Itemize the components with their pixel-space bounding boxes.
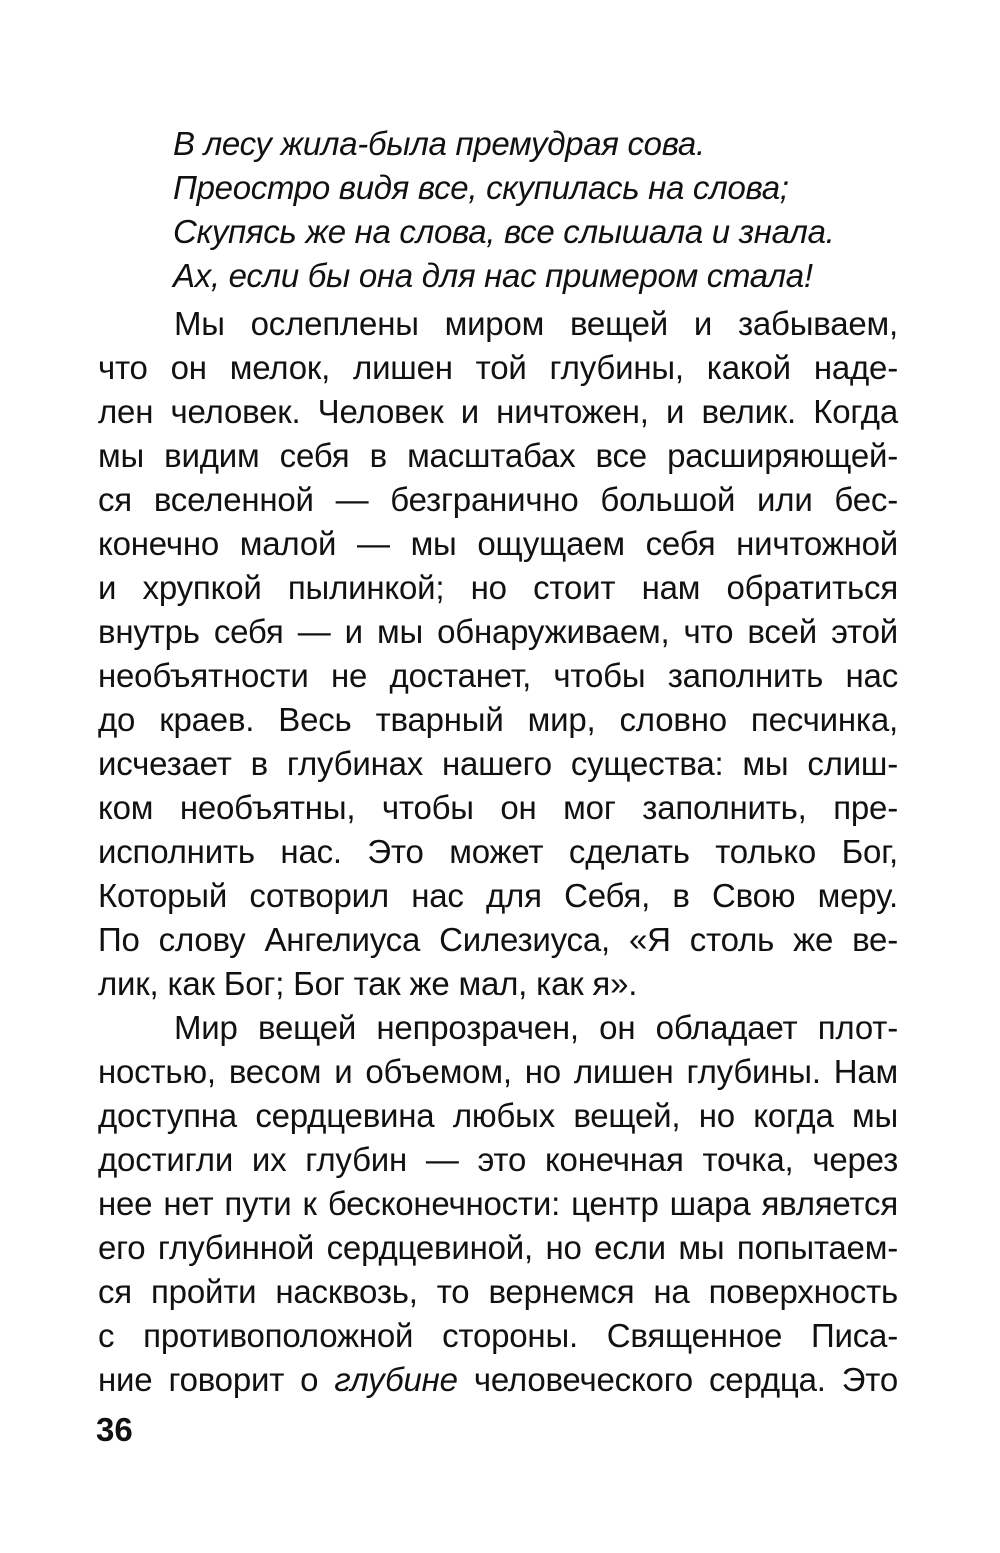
text-line: с противоположной стороны. Священное Писа- (98, 1317, 898, 1354)
text-line: мы видим себя в масштабах все расширяющей- (98, 437, 898, 474)
epigraph-verse (173, 122, 913, 298)
text-line: нее нет пути к бесконечности: центр шара является (98, 1185, 898, 1222)
body-text (98, 302, 898, 1402)
text-line: Который сотворил нас для Себя, в Свою меру. (98, 877, 898, 914)
text-line: исполнить нас. Это может сделать только Бог, (98, 833, 898, 870)
text-line: лен человек. Человек и ничтожен, и велик. Когда (98, 393, 898, 430)
text-line: Мир вещей непрозрачен, он обладает плот- (174, 1009, 898, 1046)
text-line: ся вселенной — безгранично большой или бес- (98, 481, 898, 518)
text-line: достигли их глубин — это конечная точка, через (98, 1141, 898, 1178)
page-number: 36 (96, 1411, 133, 1448)
text-line: лик, как Бог; Бог так же мал, как я». (98, 965, 638, 1002)
verse-line: В лесу жила-была премудрая сова. (173, 125, 705, 162)
text-line: ностью, весом и объемом, но лишен глубины. Нам (98, 1053, 898, 1090)
text-line: внутрь себя — и мы обнаруживаем, что всей этой (98, 613, 898, 650)
text-line: доступна сердцевина любых вещей, но когда мы (98, 1097, 898, 1134)
verse-line: Преостро видя все, скупилась на слова; (173, 169, 789, 206)
text-segment: ние говорит о (98, 1361, 335, 1398)
text-line: до краев. Весь тварный мир, словно песчинка, (98, 701, 898, 738)
text-line: что он мелок, лишен той глубины, какой наде- (98, 349, 898, 386)
text-line: Мы ослеплены миром вещей и забываем, (174, 305, 898, 342)
text-line: необъятности не достанет, чтобы заполнить нас (98, 657, 898, 694)
text-line: его глубинной сердцевиной, но если мы попытаем- (98, 1229, 898, 1266)
text-line: ся пройти насквозь, то вернемся на поверхность (98, 1273, 898, 1310)
text-line: и хрупкой пылинкой; но стоит нам обратиться (98, 569, 898, 606)
text-segment: человеческого сердца. Это (457, 1361, 898, 1398)
text-line: ком необъятны, чтобы он мог заполнить, пре- (98, 789, 898, 826)
text-line: конечно малой — мы ощущаем себя ничтожной (98, 525, 898, 562)
text-line-with-emphasis (98, 1358, 898, 1402)
verse-line: Ах, если бы она для нас примером стала! (173, 257, 813, 294)
text-line: По слову Ангелиуса Силезиуса, «Я столь же ве- (98, 921, 898, 958)
verse-line: Скупясь же на слова, все слышала и знала. (173, 213, 835, 250)
emphasized-word: глубине (334, 1361, 458, 1398)
text-line: исчезает в глубинах нашего существа: мы слиш- (98, 745, 898, 782)
